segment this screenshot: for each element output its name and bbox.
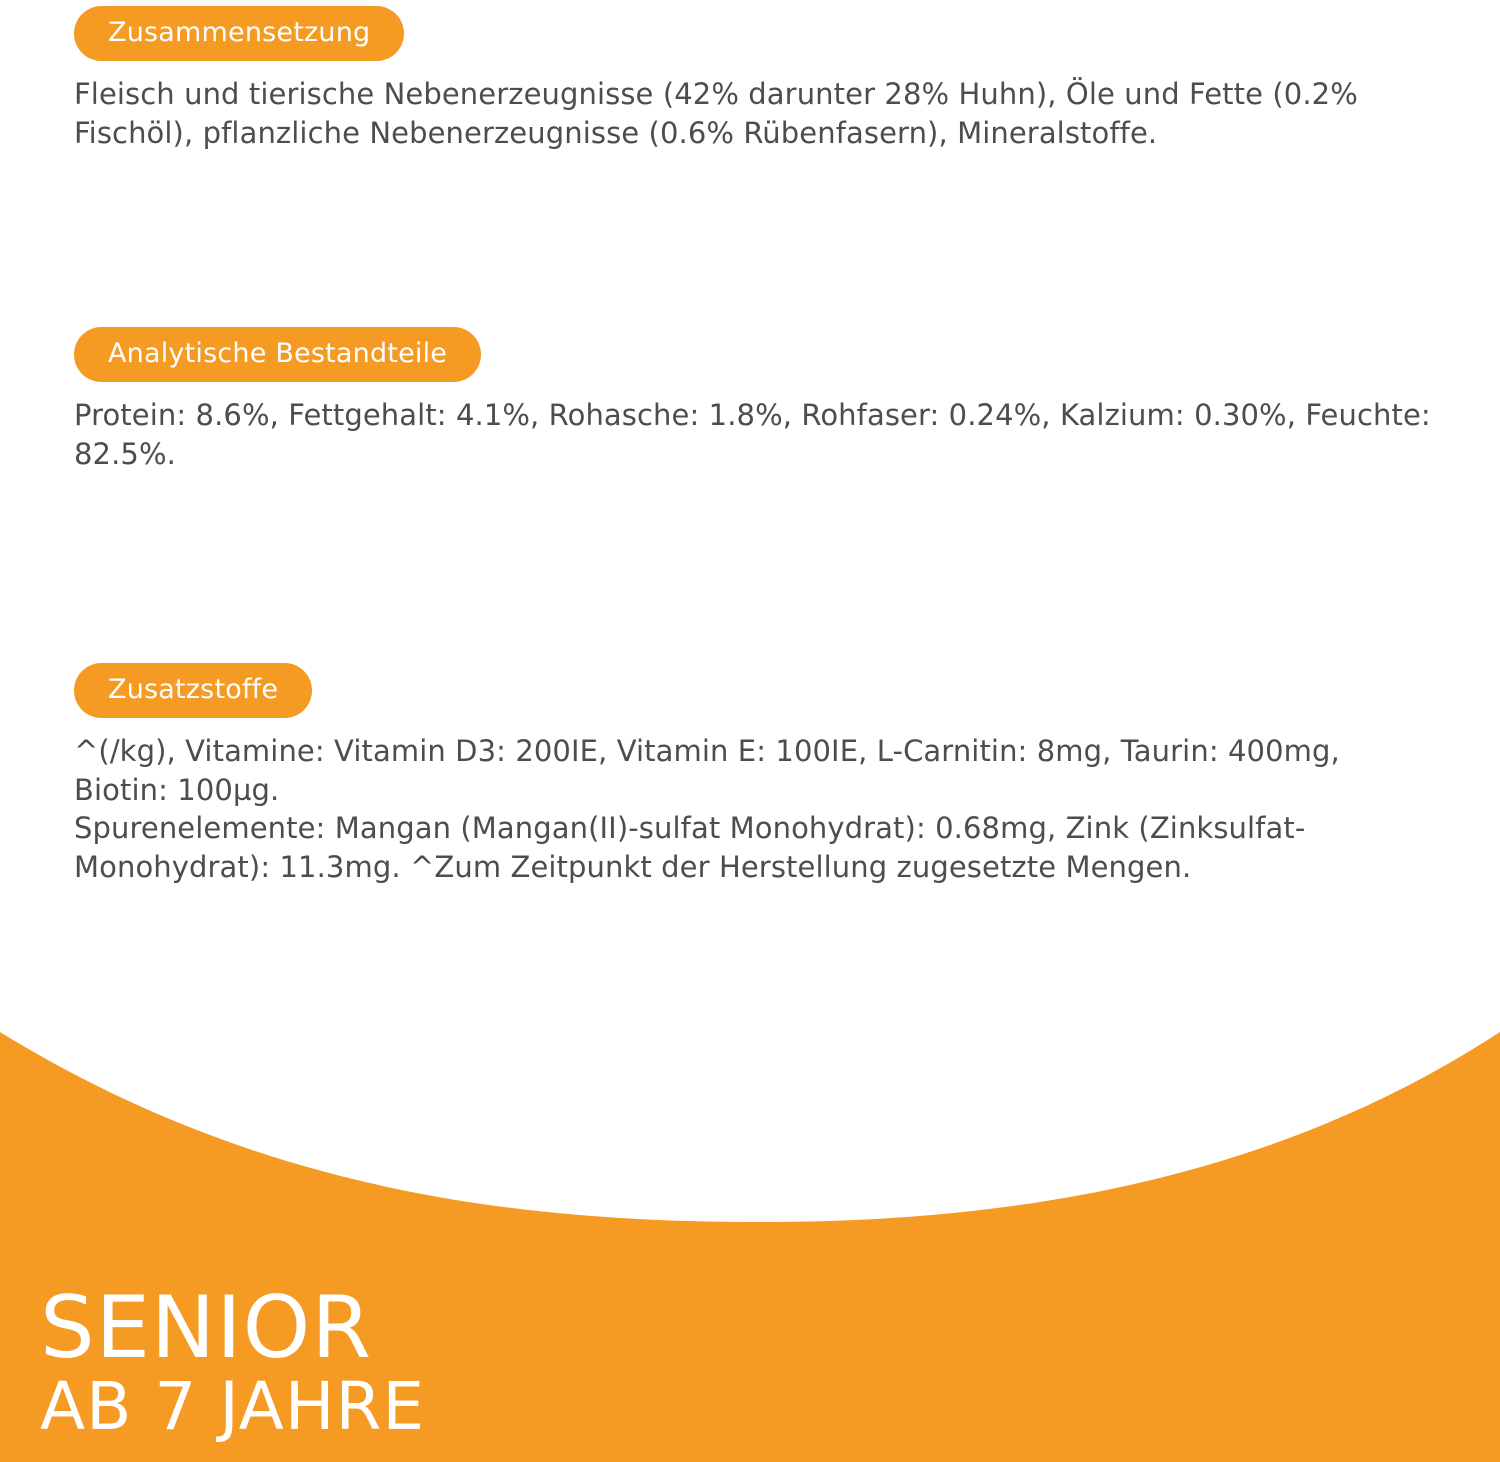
footer-subtitle: AB 7 JAHRE — [40, 1368, 426, 1445]
section-composition — [74, 6, 1434, 152]
section-additives — [74, 663, 1434, 886]
section-heading-additives: Zusatzstoffe — [74, 663, 312, 718]
composition-text-block — [74, 75, 1434, 152]
section-analytical-constituents — [74, 327, 1434, 473]
footer-band — [0, 1032, 1500, 1462]
composition-text: Fleisch und tierische Nebenerzeugnisse (42% darunter 28% Huhn), Öle und Fette (0.2% Fischöl), pflanzliche Nebenerzeugnisse (0.6% Rübenfasern), Mineralstoffe. — [74, 77, 1358, 150]
section-heading-composition: Zusammensetzung — [74, 6, 404, 61]
additives-text-block — [74, 732, 1434, 886]
analytical-constituents-text-block — [74, 396, 1434, 473]
analytical-constituents-text: Protein: 8.6%, Fettgehalt: 4.1%, Rohasche: 1.8%, Rohfaser: 0.24%, Kalzium: 0.30%, Feuchte: 82.5%. — [74, 398, 1431, 471]
additives-trace-elements-text: Spurenelemente: Mangan (Mangan(II)-sulfat Monohydrat): 0.68mg, Zink (Zinksulfat-Monohydrat): 11.3mg. ^Zum Zeitpunkt der Herstellung zugesetzte Mengen. — [74, 811, 1306, 884]
additives-vitamins-text: ^(/kg), Vitamine: Vitamin D3: 200IE, Vitamin E: 100IE, L-Carnitin: 8mg, Taurin: 400mg, Biotin: 100µg. — [74, 734, 1340, 807]
footer-text-group — [40, 1278, 426, 1445]
section-heading-analytical-constituents: Analytische Bestandteile — [74, 327, 481, 382]
footer-title: SENIOR — [40, 1278, 373, 1379]
